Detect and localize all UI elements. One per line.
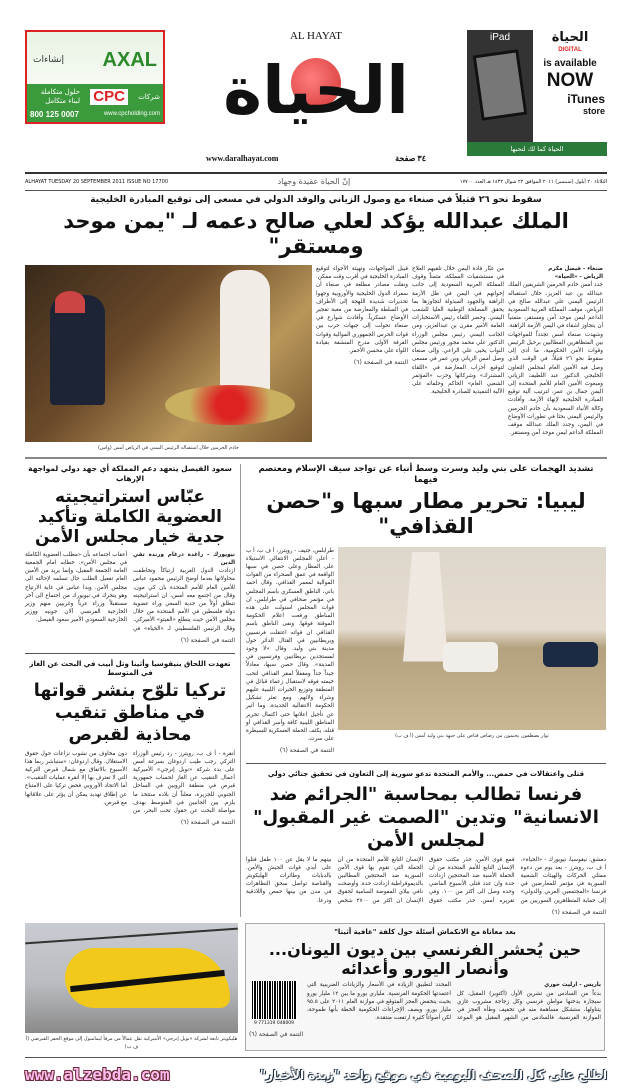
dark-car bbox=[543, 642, 598, 667]
section-rule bbox=[25, 653, 235, 654]
monument bbox=[403, 552, 448, 662]
dateline-ar: الثلاثاء ٢٠ أيلول (سبتمبر) ٢٠١١ الموافق ٢٢ شوال ١٤٣٢ هـ العدد ١٧٧٠٠ bbox=[459, 179, 607, 185]
turkey-paragraph: أنقرة - أ ف ب، رويترز - رد رئيس الوزراء التركي رجب طيب اردوغان بسرعة أمس على بدء شركة «نوبل إنرجي» الأميركية أعمال التنقيب عن الغاز لحساب جمهورية قبرص في منطقة الروبين في الساحل الجنوبي للجزيرة، معلناً أن بلاده ستتخذ ما يلزم. بين الجانبين في المتوسط بهدف مواصلة البحث عن حقول تحت البحر، من دون مخاوف من نشوب نزاعات حول حقوق الاستغلال. وقال اردوغان: «سنباشر ربما هذا الأسبوع بالاتفاق مع شمال قبرص التركية التي لا تعترف بها إلا أنقرة عمليات التنقيب». أما الاتحاد الأوروبي فحض تركيا على الامتناع عن إطلاق تهديد يمكن أن يؤثر على علاقاتها مع قبرص. bbox=[25, 750, 235, 814]
helicopter-photo bbox=[25, 923, 238, 1033]
masthead-website[interactable]: www.daralhayat.com bbox=[206, 154, 279, 163]
greece-paragraph: بدءاً من السادس من تشرين الأول (أكتوبر) المقبل، كل سيجارة يدخنها مواطن فرنسي وكل زجاجة مشروب غازي يتناولها، ستشكل مساهمة منه في تخفيف وطأة العجز في الموازنة الفرنسية. فالسادس من الشهر المقبل هو الموعد المحدد لتطبيق الزيادة في الأسعار والزيادات الضريبية التي اعتمدتها الحكومة الفرنسية. ملياري يورو ما بين ١٢ مليار يورو بحيث ينخفض العجز المتوقع في موازنة العام ٢٠١١ على ٩٥.٥ مليار يورو. ويصف الإجراءات الحكومية الخطة بأنها طموحة، لكن أصواتاً كثيرة ارتفعت منتقدة. bbox=[307, 982, 601, 1022]
left-column bbox=[25, 464, 235, 917]
turkey-body bbox=[25, 750, 235, 816]
cpc-website[interactable]: www.cpcholding.com bbox=[103, 110, 160, 117]
hayat-digital-logo: الحياة bbox=[551, 30, 589, 45]
libya-headline[interactable]: ليبيا: تحرير مطار سبها و"حصن القذافي" bbox=[266, 489, 586, 539]
france-headline[interactable]: فرنسا تطالب بمحاسبة "الجرائم ضد الانسانية" وتدين "الصمت غير المقبول" لمجلس الأمن bbox=[253, 783, 599, 852]
masthead-title-en: AL HAYAT bbox=[289, 30, 343, 42]
france-paragraph: دمشق، نيقوسيا، نيويورك - «الحياة»، أ ف ب، رويترز - بعد يوم من دعوة ممثلي الحركات والهيئات الشعبية السورية في مؤتمر للمعارضين في فرنسا «المجتمعين العربي والدولي» إلى حماية المتظاهرين السوريين من قمع قوى الأمن، حذر مكتب حقوق الإنسان التابع للأمم المتحدة من ان الحملة الأمنية ضد المحتجين ازدادت حدة وان عدد قتلى الأسبوع الماضي وحده وصل الى أكثر من ١٠٠. وفي تقريره أمس، حذر مكتب حقوق الإنسان التابع للأمم المتحدة من ان الحملة التي تقوم بها قوى الأمن السورية ضد المحتجين المطالبين بالديموقراطية ازدادت حدة. وأوضحت نافي بيلاي المفوضة السامية لحقوق الإنسان ان اكثر من ٢٧٠٠ شخص بينهم ما لا يقل عن ١٠٠ طفل قتلوا على أيدي قوات الجيش والأمن. بالدبابات وطائرات الهليكوبتر والقناصة تواصل سحق التظاهرات في مدن من بينها حمص واللاذقية ودرعا. bbox=[246, 856, 606, 904]
cpc-logo: CPC bbox=[90, 89, 128, 106]
turkey-continued[interactable]: التتمة في الصفحة (٦) bbox=[180, 819, 235, 827]
alzebda-website-link[interactable]: www.alzebda.com bbox=[25, 1064, 170, 1084]
ad-hayat-digital[interactable] bbox=[467, 30, 607, 156]
byline: نيويورك - راغدة درغام ورندة تقي الدين bbox=[133, 551, 235, 566]
white-car bbox=[443, 642, 498, 672]
masthead-title-ar: الحياة bbox=[223, 52, 409, 129]
footer-banner bbox=[25, 1057, 607, 1092]
cpc-tagline: حلول متكاملة لبناء متكامل bbox=[40, 88, 80, 105]
header bbox=[25, 30, 607, 172]
lead-article bbox=[25, 265, 607, 452]
ad-line-now: NOW bbox=[546, 70, 594, 91]
itunes-label: iTunes bbox=[567, 92, 605, 106]
greece-headline[interactable]: حين يُحشر الفرنسي بين ديون اليونان... وأنصار اليورو وأعدائه bbox=[268, 939, 582, 979]
byline: صنعاء - فيصل مكرم bbox=[548, 266, 603, 273]
libya-continued[interactable]: التتمة في الصفحة (٦) bbox=[279, 747, 334, 755]
ipad-label: iPad bbox=[489, 32, 510, 43]
alzebda-promo: اطلع على كل الصحف اليومية في موقع واحد "زبدة الأخبار" bbox=[259, 1067, 607, 1082]
lead-paragraph: جدد أمس خادم الحرمين الشريفين الملك عبدالله بن عبد العزيز، خلال استقباله الرئيس اليمني علي عبدالله صالح في الرياض، موقف المملكة العربية السعودية الداعم ليمن موحد آمن ومستقر، متمنياً أن يتجاوز اشقاء في اليمن الأزمة الراهنة. وشهدت صنعاء أمس تجدداً للمواجهات بين المتظاهرين المطالبين برحيل الرئيس وقوات الأمن الحكومية، ما أدى إلى سقوط نحو ٢٦ قتيلاً، في الوقت الذي وصل فيه الأمين العام لمجلس التعاون الخليجي الدكتور عبد اللطيف الزياني ومبعوث الأمين العام للأمم المتحدة إلى اليمن جمال بن عمر، لترتيب آلية توقيع المبادرة الخليجية لإنهاء الأزمة. bbox=[508, 282, 603, 404]
store-label: store bbox=[582, 106, 605, 116]
lead-column-1 bbox=[508, 265, 603, 452]
dateline bbox=[25, 174, 607, 190]
france-body bbox=[246, 856, 606, 905]
axal-section bbox=[27, 32, 163, 84]
barcode-number: 9 771319 048009 bbox=[253, 1021, 295, 1027]
abbas-headline[interactable]: عبّاس استراتيجيته العضوية الكاملة وتأكيد جدية خيار مجلس الأمن bbox=[35, 486, 225, 548]
motto: إنّ الحياة عقيدة وجهاد bbox=[277, 177, 351, 186]
libya-column bbox=[246, 547, 334, 744]
byline: باريس - ارليت خوري bbox=[544, 982, 601, 989]
lead-kicker: سقوط نحو ٢٦ قتيلاً في صنعاء مع وصول الزياني والوفد الدولي في مسعى إلى توقيع المبادرة الخليجية bbox=[90, 195, 542, 205]
axal-tagline: إنشاءات bbox=[33, 54, 64, 65]
middle-section bbox=[25, 457, 607, 917]
greece-box bbox=[245, 923, 605, 1051]
column-divider bbox=[240, 464, 241, 917]
king-figure bbox=[220, 270, 270, 400]
greece-continued[interactable]: التتمة في الصفحة (٦) bbox=[249, 1031, 304, 1039]
masthead bbox=[191, 30, 441, 170]
digital-label: DIGITAL bbox=[558, 47, 582, 53]
byline: الرياض - «الحياة» bbox=[554, 274, 603, 281]
lead-photo-caption: خادم الحرمين خلال استقباله الرئيس اليمني في الرياض أمس (واس) bbox=[97, 445, 240, 452]
abbas-kicker: سعود الفيصل يتعهد دعم المملكة أي جهد دولي لمواجهة الإرهاب bbox=[28, 464, 232, 483]
ad-axal-cpc[interactable] bbox=[25, 30, 165, 124]
france-kicker: قتلى واعتقالات في حمص... والأمم المتحدة تدعو سورية إلى التعاون في تحقيق جنائي دولي bbox=[267, 770, 585, 779]
page-count: ٣٤ صفحة bbox=[395, 154, 426, 163]
abbas-continued[interactable]: التتمة في الصفحة (٦) bbox=[180, 636, 235, 644]
lead-column-2 bbox=[412, 265, 504, 452]
libya-kicker: تشديد الهجمات على بني وليد وسرت وسط أنباء عن تواجد سيف الإسلام ومعتصم فيهما bbox=[258, 464, 594, 486]
ad-slogan: الحياة كما لك لتحبها bbox=[467, 142, 607, 156]
bottom-section bbox=[25, 923, 607, 1051]
red-headscarf bbox=[55, 291, 85, 313]
greece-kicker: بعد معاناة مع الانكماش أسئلة حول كلفة "عافية أثينا" bbox=[334, 927, 516, 936]
cpc-phone: 800 125 0007 bbox=[30, 109, 79, 119]
cpc-tag: شركات bbox=[138, 92, 160, 101]
abbas-paragraph: ازدادت الدول الغربية ارتباكاً وتخاطفت محاولاتها بعدما أوضح الرئيس محمود عباس للأمين العام للأمم المتحدة بان كي مون، وقال من اجتمع معه أمس، ان استراتيجيته تنطلق أولاً من جدية السعي وراء عضوية دولة فلسطين في الأمم المتحدة من خلال مجلس الأمن حيث يتطلع «الفيتو» الأميركي. وقال الرئيس الفلسطيني لـ «الحياة» في أعقاب اجتماعه بأن «مطلب العضوية الكاملة في مجلس الأمن». خطابه امام الجمعية العامة الجمعة المقبل، وإنما يريد من الأمين العام تفعيل الطلب حال تسلمه لإحالته الى مجلس الأمن. وبدا عباس في غاية الارتياح وهو يتحرك في نيويورك من اجتماع الى آخر مستقبلاً وزراء عرباً وغربيين منهم وزير الخارجية الفرنسي آلان جوبيه ووزير الخارجية السعودي الأمير سعود الفيصل. bbox=[25, 551, 235, 632]
dateline-rule bbox=[25, 190, 607, 191]
abbas-body bbox=[25, 551, 235, 633]
lead-photo bbox=[25, 265, 312, 442]
ipad-image bbox=[467, 30, 533, 142]
barcode-block bbox=[249, 981, 299, 1027]
rotor-blade bbox=[25, 927, 238, 944]
cpc-banner bbox=[27, 84, 163, 122]
ad-line-available: is available bbox=[543, 58, 597, 69]
france-continued[interactable]: التتمة في الصفحة (٦) bbox=[551, 908, 606, 916]
axal-logo: AXAL bbox=[102, 49, 157, 71]
turkey-kicker: تعهدت اللحاق بنيقوسيا وأثينا وتل أبيب في البحث عن الغاز في المتوسط bbox=[29, 659, 231, 677]
barcode bbox=[252, 981, 297, 1019]
section-rule bbox=[246, 763, 606, 764]
libya-photo bbox=[338, 547, 606, 730]
lead-column-3 bbox=[316, 265, 408, 355]
helicopter-caption: هليكوبتر تابعة لشركة «نوبل إنرجي» الأميركية تقل عمالاً من مرفأ ليماسول إلى موقع الحفر القبرصي (أ ف ب) bbox=[25, 1035, 238, 1050]
turkey-headline[interactable]: تركيا تلوّح بنشر قواتها في مناطق تنقيب محاذية لقبرص bbox=[33, 680, 227, 745]
libya-paragraph: طرابلس، جنيف - رويترز، أ ف ب، أ ب - أعلن المجلس الانتقالي الاستيلاء على المطار وعلى حصن في سبها الواقعة في عمق الصحراء من القوات الموالية لمعمر القذافي. وقال احمد باني، الناطق العسكري باسم المجلس في مؤتمر صحافي في طرابلس، ان قوات المجلس استولت على هذه المناطق ورفعت اعلام الحكومة الموقتة فوقها. ونفى الناطق باسم القذافي ان قواته اعتقلت فرنسيين وبريطانيين في القتال الدائر حول مدينة بني وليد. وقال «لا وجود لمستجدين بريطانيين وفرنسيين في المدينة». وقال حصن سبها، معادلاً جيداً جداً ومقفلاً لمقر القذافي لتحب خيمته فوقه لاستقبال زعماء قبائل في المنطقة وتوزيع الخيرات الليبية عليهم وشراء ولائهم. ومع تعثر تشكيل الحكومة الانتقالية الجديدة، وما أثير عن تأجيل اعلانها حتى اكتمال تحرير المناطق الليبية كافة وأسر القذافي أو قتله، يكثف الحملة العسكرية للسيطرة على سرت. bbox=[246, 547, 334, 743]
lead-paragraph: من عبّار قادة اليمن خلال تلقيهم العلاج في مستشفيات المملكة، مثمناً وقوف المملكة العربية السعودية إلى جانب إخوانهم في اليمن في ظل الأزمة الراهنة والجهود المبذولة لتجاوزها بما يحقق المصلحة الوطنية العليا للشعب اليمني. وحضر اللقاء رئيس الاستخبارات العامة الأمير مقرن بن عبدالعزيز، ومن الجانب اليمني رئيس مجلس الوزراء الدكتور علي محمد مجور ورئيس مجلس النواب يحيى علي الراعي. وإلى صنعاء وصل أمس الزياني وبن عمر في مسعى لتوقيع أحزاب المعارضة في «اللقاء المشترك» وشركائها وحزب «المؤتمر الشعبي العام» الحاكم وحلفائه على الآلية التنفيذية للمبادرة الخليجية. bbox=[412, 266, 504, 396]
ipad-screen bbox=[473, 49, 528, 121]
lead-paragraph: وأفادت وكالة الأنباء السعودية بأن خادم الحرمين والرئيس اليمني بحثا في تطورات الأوضاع في اليمن، وجدد الملك عبدالله موقف المملكة الداعم ليمن موحد آمن ومستقر. bbox=[508, 397, 603, 437]
lead-paragraph: قبيل المواجهات، وتهيئة الأجواء لتوقيع المبادرة الخليجية في أقرب وقت ممكن. ونقلت مصادر مطلعة في صنعاء أن سفراء الدول الخليجية والأوروبية وجهوا تحذيرات شديدة اللهجة إلى الأطراف في السلطة والمعارضة من مغبة تفجير الأوضاع عسكرياً. وأفادت شوارع في صنعاء تحولت إلى جبهات حرب بين قوات الحرس الجمهوري الموالية وقوات الفرقة الأولى مدرع المنشقة بقيادة اللواء علي محسن الأحمر. bbox=[316, 266, 408, 355]
lead-continued[interactable]: التتمة في الصفحة (٦) bbox=[353, 359, 408, 367]
libya-photo-caption: ثوار يصطفون يحتمون من رصاص قناص على جبهة بني وليد أمس (أ ف ب) bbox=[395, 732, 549, 739]
lead-headline[interactable]: الملك عبدالله يؤكد لعلي صالح دعمه لـ "يمن موحد ومستقر" bbox=[63, 208, 569, 258]
dateline-en: ALHAYAT TUESDAY 20 SEPTEMBER 2011 ISSUE NO 17700 bbox=[25, 179, 169, 185]
flower-table bbox=[165, 385, 295, 425]
greece-body bbox=[307, 981, 601, 1022]
right-column bbox=[246, 464, 606, 917]
